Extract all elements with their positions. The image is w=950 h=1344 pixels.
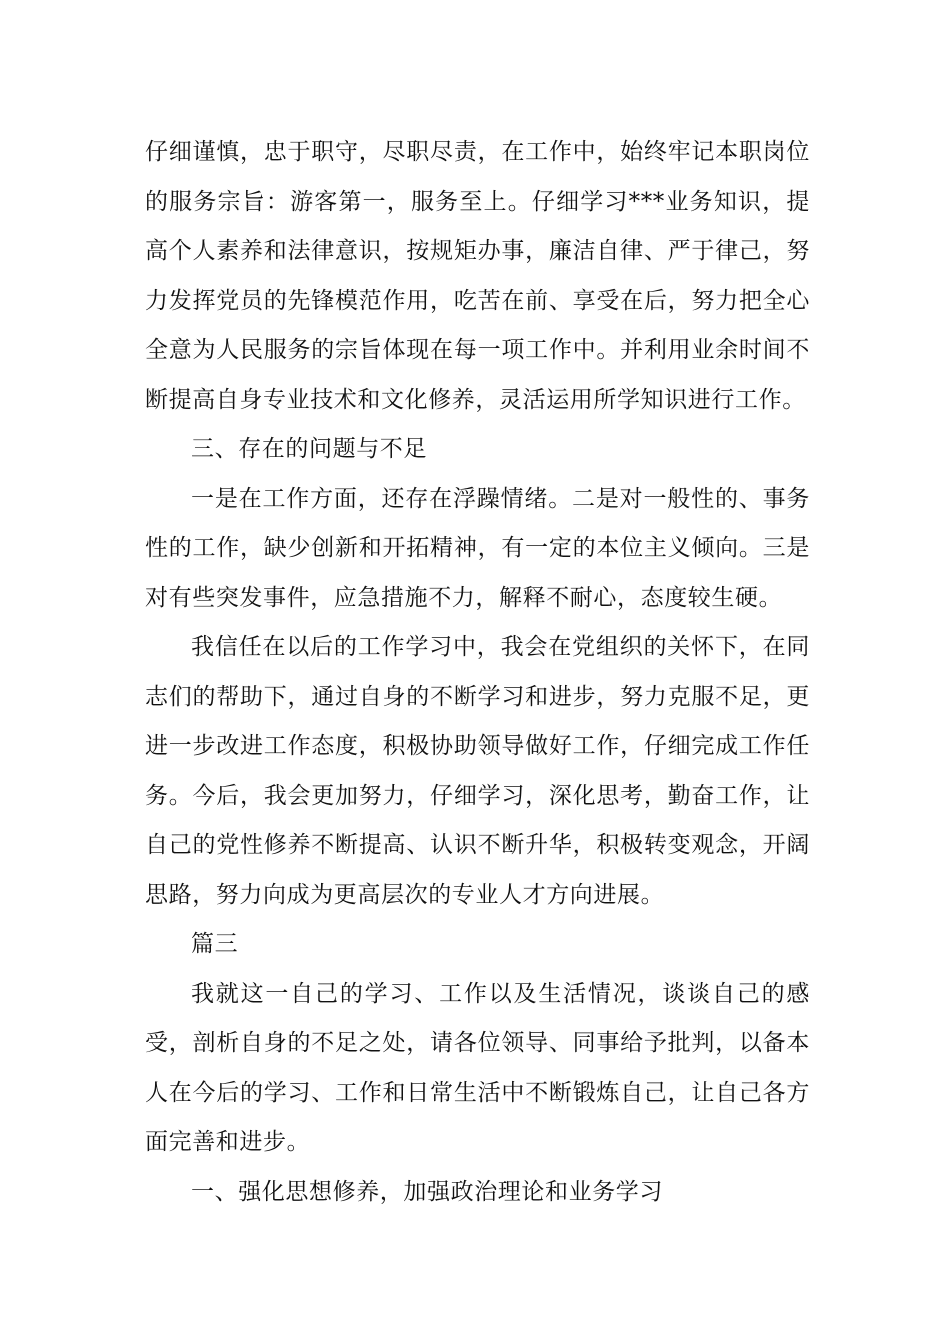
section-heading-problems: 三、存在的问题与不足 bbox=[191, 436, 427, 462]
paragraph-continuation: 仔细谨慎，忠于职守，尽职尽责，在工作中，始终牢记本职岗位的服务宗旨：游客第一，服务至上。仔细学习***业务知识，提高个人素养和法律意识，按规矩办事，廉洁自律、严于律己，努力发挥党员的先锋模范作用，吃苦在前、享受在后，努力把全心全意为人民服务的宗旨体现在每一项工作中。并利用业余时间不断提高自身专业技术和文化修养，灵活运用所学知识进行工作。 bbox=[145, 139, 810, 413]
document-body bbox=[145, 128, 810, 1217]
paragraph-introduction: 我就这一自己的学习、工作以及生活情况，谈谈自己的感受，剖析自身的不足之处，请各位领导、同事给予批判，以备本人在今后的学习、工作和日常生活中不断锻炼自己，让自己各方面完善和进步。 bbox=[145, 980, 810, 1155]
paragraph-problems: 一是在工作方面，还存在浮躁情绪。二是对一般性的、事务性的工作，缺少创新和开拓精神，有一定的本位主义倾向。三是对有些突发事件，应急措施不力，解释不耐心，态度较生硬。 bbox=[145, 485, 810, 611]
section-heading-study: 一、强化思想修养，加强政治理论和业务学习 bbox=[191, 1178, 663, 1205]
article-heading-part-three: 篇三 bbox=[191, 931, 239, 957]
paragraph-commitment: 我信任在以后的工作学习中，我会在党组织的关怀下，在同志们的帮助下，通过自身的不断学习和进步，努力克服不足，更进一步改进工作态度，积极协助领导做好工作，仔细完成工作任务。今后，我会更加努力，仔细学习，深化思考，勤奋工作，让自己的党性修养不断提高、认识不断升华，积极转变观念，开阔思路，努力向成为更高层次的专业人才方向进展。 bbox=[145, 634, 810, 908]
